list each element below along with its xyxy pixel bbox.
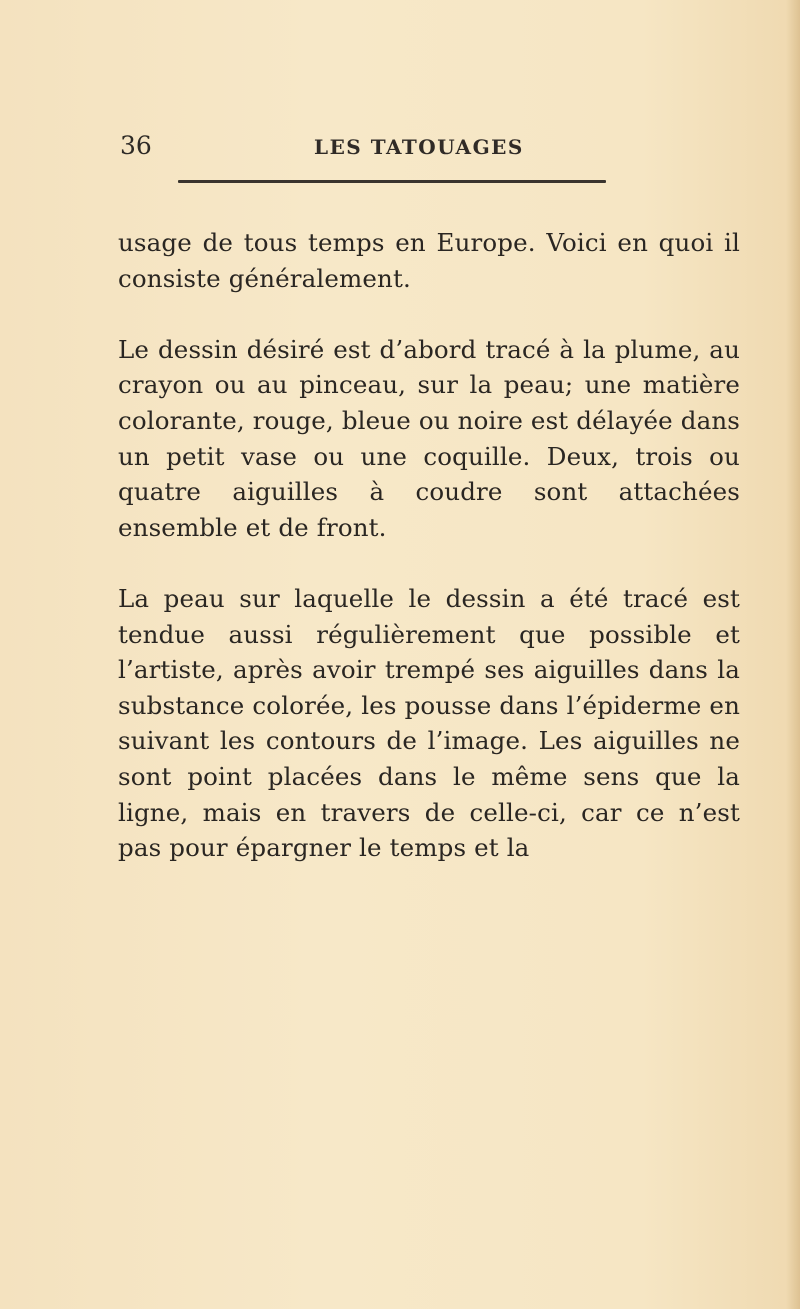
page-edge-shadow [786, 0, 800, 1309]
body-text [118, 225, 740, 866]
paragraph-1: usage de tous temps en Europe. Voici en quoi il consiste généralement. [118, 228, 740, 293]
page-number: 36 [120, 131, 152, 160]
page-header [120, 128, 680, 168]
running-title: LES TATOUAGES [314, 135, 524, 159]
paragraph-2: Le dessin désiré est d’abord tracé à la plume, au crayon ou au pinceau, sur la peau; une matière colorante, rouge, bleue ou noire est délayée dans un petit vase ou une coquille. Deux, trois ou quatre aiguilles à coudre sont attachées ensemble et de front. [118, 334, 740, 542]
header-rule [178, 180, 606, 183]
paragraph-3: La peau sur laquelle le dessin a été tracé est tendue aussi régulièrement que possible et l’artiste, après avoir trempé ses aiguilles dans la substance colorée, les pousse dans l’épiderme en suivant les contours de l’image. Les aiguilles ne sont point placées dans le même sens que la ligne, mais en travers de celle-ci, car ce n’est pas pour épargner le temps et la [118, 583, 740, 863]
